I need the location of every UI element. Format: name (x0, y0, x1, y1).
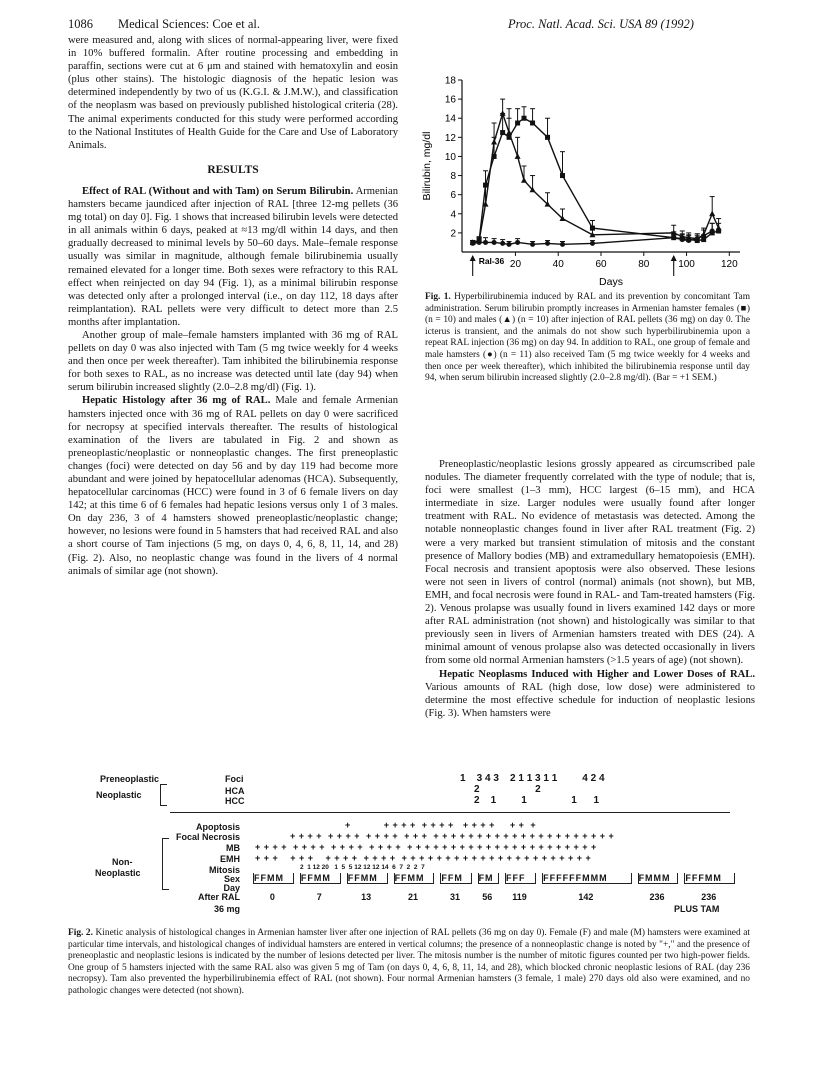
bilirubin-run-head: Effect of RAL (Without and with Tam) on Serum Bilirubin. (82, 185, 354, 197)
fig2-plus-tam: PLUS TAM (674, 904, 720, 914)
results-heading: RESULTS (207, 163, 259, 176)
fig2-row-mitosis-label: Mitosis (208, 865, 240, 875)
day-label: 21 (407, 892, 418, 902)
injection-arrowhead (671, 255, 677, 261)
data-point (470, 241, 475, 246)
y-tick-label: 2 (450, 228, 456, 240)
sex-group: FFMM (347, 873, 388, 884)
data-point (709, 211, 715, 217)
data-point (515, 121, 520, 126)
fig2-sex-row (253, 873, 733, 885)
dose-text: Various amounts of RAL (high dose, low dose) were administered to determine the most effective schedule for induction of neoplastic lesions (Fig. 3). When hamsters were (425, 681, 755, 719)
fig1-caption-text: Hyperbilirubinemia induced by RAL and its prevention by concomitant Tam administration. Serum bilirubin promptly increases in Armenian hamster females (■) (n = 10) and males (▲) (n = 10) after injection of RAL pellets (36 mg) on day 0. The icterus is transient, and the animals do not show such hyperbilirubinemia upon a repeat RAL injection (36 mg) on day 94. In addition to RAL, one group of female and male hamsters (●) (n = 11) also received Tam (5 mg twice weekly for 4 weeks and then once per week thereafter), which inhibited the bilirubinemia response until day 94, when serum bilirubin increased slightly (2.0–2.8 mg/dl). (Bar = +1 SEM.) (425, 292, 750, 384)
sex-group: FFFFFFMMM (542, 873, 631, 884)
tam-paragraph: Another group of male–female hamsters implanted with 36 mg of RAL pellets on day 0 was also injected with Tam (5 mg twice weekly for 4 weeks and then once per week thereafter). Tam inhibited the bilirubinemia response for both sexes to RAL, as no increase was detected until late (day 94) when serum bilirubin increased slightly (2.0–2.8 mg/dl) (Fig. 1). (68, 329, 398, 394)
data-point (560, 173, 565, 178)
fig2-hca-values: 2 2 (474, 784, 541, 795)
injection-arrowhead (470, 255, 476, 261)
x-tick-label: 100 (678, 259, 695, 270)
dose-paragraph (425, 668, 755, 720)
data-point (560, 242, 565, 247)
x-tick-label: 60 (595, 259, 607, 270)
data-point (530, 242, 535, 247)
sex-group: FM (478, 873, 499, 884)
fig2-nonneoplastic-label-2: Neoplastic (95, 868, 141, 878)
data-point (500, 241, 505, 246)
fig1-axes (421, 76, 740, 289)
data-point (507, 242, 512, 247)
fig2-neoplastic-label: Neoplastic (96, 790, 142, 800)
y-axis-title: Bilirubin, mg/dl (421, 131, 433, 201)
data-point (477, 240, 482, 245)
fig2-row-emh-label: EMH (220, 854, 240, 864)
y-tick-label: 8 (450, 171, 456, 183)
x-tick-label: 80 (638, 259, 650, 270)
fig2-mitosis-values: 2 1 12 20 1 5 5 12 12 12 14 6 7 2 2 7 (300, 864, 425, 871)
y-tick-label: 6 (450, 190, 456, 202)
fig2-row-hcc-label: HCC (225, 796, 245, 806)
bilirubin-paragraph (68, 185, 398, 329)
sex-group: FFF (505, 873, 536, 884)
data-point (500, 130, 505, 135)
day-label: 7 (316, 892, 322, 902)
data-point (545, 135, 550, 140)
histology-run-head: Hepatic Histology after 36 mg of RAL. (82, 395, 271, 407)
left-column (68, 34, 398, 578)
data-point (680, 237, 685, 242)
fig2-apoptosis-values: + + + + + + + + + + + + + + + + (345, 820, 537, 830)
day-label: 31 (449, 892, 460, 902)
methods-paragraph: were measured and, along with slices of normal-appearing liver, were fixed in 10% buffered formalin. After routine processing and embedding in paraffin, sections were cut at 6 μm and stained with hematoxylin and eosin (plus other stains). The histologic diagnosis of the hepatic lesion was determined independently by two of us (K.G.I. & J.M.W.), and classification of the neoplasm was based on previously published histological criteria (28). The animal experiments conducted for this study were performed according to the National Institutes of Health Guide for the Care and Use of Laboratory Animals. (68, 35, 398, 151)
data-point (522, 116, 527, 121)
data-point (491, 139, 497, 145)
y-tick-label: 16 (444, 94, 456, 106)
histology-paragraph (68, 394, 398, 577)
day-label: 142 (578, 892, 594, 902)
data-point (590, 241, 595, 246)
fig2-caption-text: Kinetic analysis of histological changes in Armenian hamster liver after one injection of RAL pellets (36 mg on day 0). Female (F) and male (M) hamsters were examined at particular time intervals, and histological changes of individual hamsters are entered in vertical columns; the presence of a nonneoplastic change is noted by "+," and the presence of preneoplastic and neoplastic lesions is indicated by the number of lesions detected per liver. The mitosis number is the number of mitotic figures counted per two high-power fields. One group of 5 hamsters injected with the same RAL also was given 5 mg of Tam (on days 0, 4, 6, 8, 11, 14, and 28), which blocked chronic neoplastic lesions of RAL (day 236 necropsy). Tam also prevented the hyperbilirubinemia effect of RAL (not shown). Four normal Armenian hamsters (3 female, 1 male) 270 days old also were examined, and no pathologic changes were detected (not shown). (68, 928, 750, 996)
data-point (515, 153, 521, 159)
injection-label-0: Ral-36 (478, 256, 505, 266)
day-label: 236 (701, 892, 717, 902)
dose-run-head: Hepatic Neoplasms Induced with Higher and Lower Doses of RAL. (439, 668, 755, 680)
x-tick-label: 120 (720, 259, 738, 270)
fig2-row-apoptosis-label: Apoptosis (196, 822, 240, 832)
data-point (545, 241, 550, 246)
fig2-row-day-label: Day (223, 883, 240, 893)
day-label: 0 (269, 892, 275, 902)
y-tick-label: 4 (450, 209, 456, 221)
nodules-paragraph: Preneoplastic/neoplastic lesions grossly appeared as circumscribed pale nodules. The diameter frequently correlated with the type of nodule; that is, foci were smallest (1–3 mm), HCC largest (6–15 mm), and HCA intermediate in size. Larger nodules were usually found after longer treatment with RAL. No evidence of metastasis was detected. Among the notable nonneoplastic changes found in liver after RAL treatment (Fig. 2) were a very marked but transient stimulation of mitosis and the constant presence of Mallory bodies (MB) and extramedullary hematopoiesis (EMH). Focal necrosis and transient apoptosis were also observed. These lesions were not seen in livers of control (normal) animals (not shown), but MB, EMH, and focal necrosis were found in RAL- and Tam-treated hamsters (Fig. 2). Venous prolapse was usually found in livers examined 142 days or more after RAL administration (not shown) and histologically was similar to that previously seen in livers of Armenian hamsters treated with DES (24). A minimal amount of venous prolapse also was detected occasionally in livers from some old normal Armenian hamsters (>1.5 years of age) (not shown). (425, 459, 755, 667)
fig2-hcc-values: 2 1 1 1 1 (474, 795, 600, 806)
y-tick-label: 10 (444, 151, 456, 163)
data-point (671, 235, 676, 240)
fig2-divider (170, 812, 730, 813)
fig2-mb-values: + + + + + + + + + + + + + + + + + + + + + + + + + + + + + + + + + + + + + + (255, 842, 597, 852)
data-point (530, 121, 535, 126)
sex-group: FFMM (394, 873, 435, 884)
y-tick-label: 18 (444, 75, 456, 87)
fig2-row-foci-label: Foci (225, 774, 244, 784)
bilirubin-text: Armenian hamsters became jaundiced after injection of RAL [three 12-mg pellets (36 mg total) on day 0]. Fig. 1 shows that increased bilirubin levels were detected in all animals within 6 days, peaked at ≈13 mg/dl within 14 days, and then gradually decreased to minimal levels by 50–60 days. Male–female response usually was similar in magnitude, although female bilirubinemia usually remained elevated for a longer time. Both sexes were refractory to this RAL effect when reinjected on day 94 (Fig. 1), as a minimal bilirubin response was detected only after a prolonged interval (i.e., on day 112, 18 days after reimplantation). RAL pellets were very difficult to detect more than 2.5 months after implantation. (68, 185, 398, 328)
data-point (521, 177, 527, 183)
sex-group: FFM (440, 873, 471, 884)
data-point (515, 240, 520, 245)
data-point (686, 238, 691, 243)
fig2-row-necrosis-label: Focal Necrosis (175, 832, 240, 842)
fig2-row-dose-label: 36 mg (213, 904, 240, 914)
day-label: 119 (512, 892, 527, 902)
fig2-foci-values: 1 3 4 3 2 1 1 3 1 1 4 2 4 (460, 773, 605, 784)
fig2-preneoplastic-label: Preneoplastic (100, 774, 160, 784)
sex-group: FFMM (300, 873, 341, 884)
series-triangle (470, 99, 722, 245)
page-number: 1086 (68, 17, 93, 31)
data-point (695, 236, 700, 241)
running-title: Medical Sciences: Coe et al. (118, 17, 260, 31)
data-point (701, 233, 706, 238)
fig2-row-sex-label: Sex (223, 874, 240, 884)
fig2-nonneoplastic-label-1: Non- (112, 857, 133, 867)
data-point (710, 228, 715, 233)
fig2-necrosis-values: + + + + + + + + + + + + + + + + + + + + + + + + + + + + + + + + + + + + (290, 831, 615, 841)
fig2-row-mb-label: MB (226, 843, 240, 853)
fig2-neoplastic-bracket (160, 784, 167, 806)
histology-text: Male and female Armenian hamsters injected once with 36 mg of RAL pellets on day 0 were sacrificed for necropsy at specified intervals thereafter. The results of histological examination of the livers are tabulated in Fig. 2 and shown as preneoplastic/neoplastic or nonneoplastic changes. The first preneoplastic changes (foci) were detected on day 56 and by day 119 had become more abundant and were joined by hepatocellular adenomas (HCA). Subsequently, hepatocellular carcinomas (HCC) were found in 3 of 6 female livers on day 142; at this time 6 of 6 females had hepatic lesions versus only 1 of 3 males. On day 236, 3 of 4 hamsters showed preneoplastic/neoplastic change; however, no lesions were found in 5 hamsters that had received RAL and also a short course of Tam injections (5 mg, on days 0, 4, 6, 8, 11, 14, and 28) (Fig. 2). Also, no neoplastic change was found in the livers of 4 normal animals of similar age (not shown). (68, 395, 399, 577)
fig1-bilirubin-chart (410, 70, 755, 295)
x-axis-title: Days (599, 276, 623, 288)
data-point (492, 240, 497, 245)
fig2-row-hca-label: HCA (225, 786, 245, 796)
journal-citation: Proc. Natl. Acad. Sci. USA 89 (1992) (508, 17, 694, 31)
y-tick-label: 12 (444, 132, 456, 144)
fig2-table (90, 768, 750, 918)
sex-group: FFFMM (684, 873, 735, 884)
data-point (506, 129, 512, 135)
x-tick-label: 40 (552, 259, 564, 270)
data-point (716, 225, 722, 231)
fig2-caption (68, 928, 750, 998)
data-point (483, 240, 488, 245)
fig2-day-row (253, 892, 733, 904)
fig1-series (470, 99, 722, 247)
day-label: 13 (361, 892, 372, 902)
fig2-row-afterral-label: After RAL (198, 892, 240, 902)
day-label: 236 (649, 892, 665, 902)
y-tick-label: 14 (444, 113, 456, 125)
sex-group: FMMM (638, 873, 679, 884)
fig1-caption-label: Fig. 1. (425, 292, 451, 302)
fig2-caption-label: Fig. 2. (68, 928, 93, 938)
fig2-emh-values: + + + + + + + + + + + + + + + + + + + + + + + + + + + + + + + + + + + + (255, 853, 592, 863)
sex-group: FFMM (253, 873, 294, 884)
day-label: 56 (482, 892, 493, 902)
fig2-nonneoplastic-bracket (162, 838, 169, 890)
right-column (425, 458, 755, 720)
fig1-caption (425, 292, 750, 385)
x-tick-label: 20 (509, 259, 522, 270)
